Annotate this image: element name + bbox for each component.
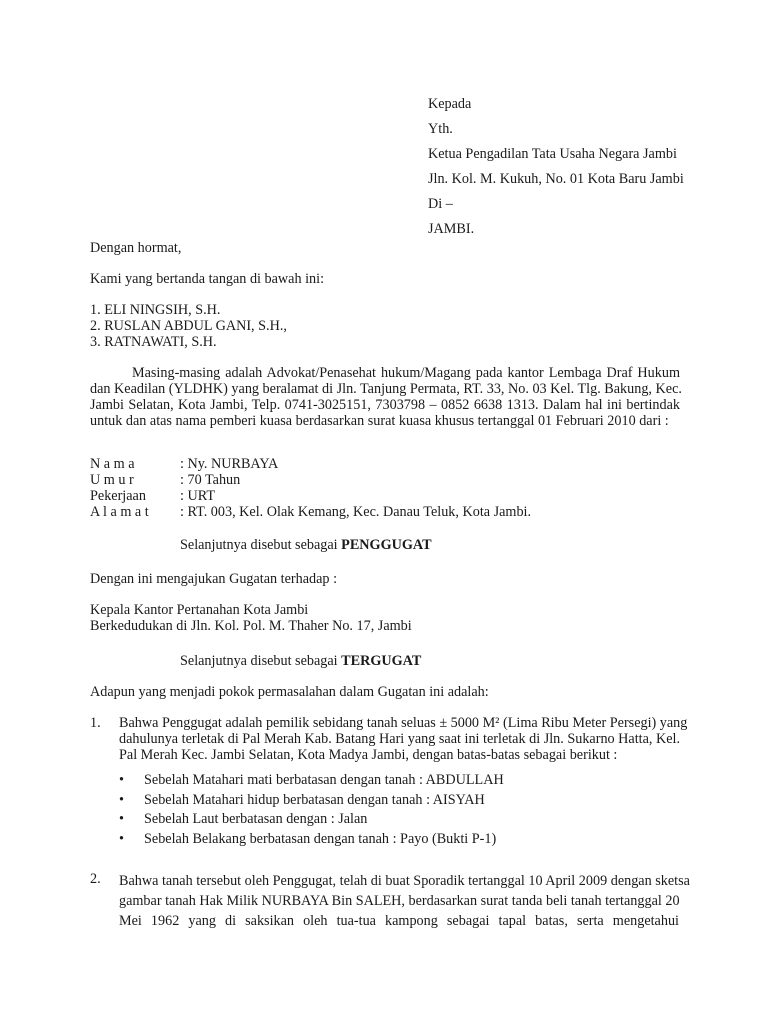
signatory: 2. RUSLAN ABDUL GANI, S.H., (90, 318, 287, 334)
paragraph-line: Masing-masing adalah Advokat/Penasehat hukum/Magang pada kantor Lembaga Draf Hukum (132, 365, 680, 381)
point-line: gambar tanah Hak Milik NURBAYA Bin SALEH, berdasarkan surat tanda beli tanah tertanggal 20 (119, 893, 680, 909)
bullet-icon: • (119, 772, 124, 788)
point-number: 1. (90, 715, 101, 731)
field-value-address: : RT. 003, Kel. Olak Kemang, Kec. Danau Teluk, Kota Jambi. (180, 504, 532, 520)
designation-defendant: TERGUGAT (341, 653, 422, 669)
field-label-address: A l a m a t (90, 504, 149, 520)
recipient-line: Jln. Kol. M. Kukuh, No. 01 Kota Baru Jambi (428, 171, 684, 187)
bullet-item: Sebelah Matahari mati berbatasan dengan tanah : ABDULLAH (144, 772, 504, 788)
recipient-line: Ketua Pengadilan Tata Usaha Negara Jambi (428, 146, 677, 162)
field-value-name: : Ny. NURBAYA (180, 456, 279, 472)
field-label-occupation: Pekerjaan (90, 488, 146, 504)
signatory: 3. RATNAWATI, S.H. (90, 334, 217, 350)
point-line: Bahwa tanah tersebut oleh Penggugat, telah di buat Sporadik tertanggal 10 April 2009 dengan sketsa (119, 873, 690, 889)
designation-prefix: Selanjutnya disebut sebagai (180, 653, 342, 669)
intro-text: Kami yang bertanda tangan di bawah ini: (90, 271, 325, 287)
defendant-address: Berkedudukan di Jln. Kol. Pol. M. Thaher No. 17, Jambi (90, 618, 412, 634)
bullet-item: Sebelah Laut berbatasan dengan : Jalan (144, 811, 368, 827)
recipient-line: Yth. (428, 121, 453, 137)
point-number: 2. (90, 871, 101, 887)
recipient-line: Kepada (428, 96, 472, 112)
recipient-line: Di – (428, 196, 453, 212)
bullet-icon: • (119, 811, 124, 827)
paragraph-line: Jambi Selatan, Kota Jambi, Telp. 0741-3025151, 7303798 – 0852 6638 1313. Dalam hal ini bertindak (90, 397, 680, 413)
recipient-block (428, 92, 684, 242)
designation-plaintiff: PENGGUGAT (341, 537, 432, 553)
point-line: Pal Merah Kec. Jambi Selatan, Kota Madya Jambi, dengan batas-batas sebagai berikut : (119, 747, 618, 763)
plaintiff-designation (180, 537, 432, 553)
point-1-text (119, 715, 688, 763)
point-2-text (119, 871, 690, 931)
bullet-item: Sebelah Belakang berbatasan dengan tanah : Payo (Bukti P-1) (144, 831, 497, 847)
bullet-icon: • (119, 831, 124, 847)
defendant-designation (180, 653, 421, 669)
recipient-line: JAMBI. (428, 221, 475, 237)
bullet-icon: • (119, 792, 124, 808)
greeting: Dengan hormat, (90, 240, 182, 256)
point-line: Bahwa Penggugat adalah pemilik sebidang tanah seluas ± 5000 M² (Lima Ribu Meter Persegi) yang (119, 715, 688, 731)
plaintiff-labels (90, 456, 149, 520)
issue-intro: Adapun yang menjadi pokok permasalahan dalam Gugatan ini adalah: (90, 684, 489, 700)
against-text: Dengan ini mengajukan Gugatan terhadap : (90, 571, 338, 587)
signatory-list (90, 302, 287, 350)
point-line: dahulunya terletak di Pal Merah Kab. Batang Hari yang saat ini terletak di Jln. Sukarno Hatta, Kel. (119, 731, 681, 747)
point-line: Mei 1962 yang di saksikan oleh tua-tua kampong sebagai tapal batas, serta mengetahui (119, 913, 679, 929)
paragraph-line: dan Keadilan (YLDHK) yang beralamat di Jln. Tanjung Permata, RT. 33, No. 03 Kel. Tlg. Bakung, Kec. (90, 381, 682, 397)
signatory: 1. ELI NINGSIH, S.H. (90, 302, 221, 318)
defendant-block (90, 602, 412, 634)
designation-prefix: Selanjutnya disebut sebagai (180, 537, 342, 553)
body-paragraph (90, 365, 680, 429)
field-value-occupation: : URT (180, 488, 216, 504)
plaintiff-values (180, 456, 531, 520)
defendant-name: Kepala Kantor Pertanahan Kota Jambi (90, 602, 309, 618)
field-label-age: U m u r (90, 472, 134, 488)
field-value-age: : 70 Tahun (180, 472, 241, 488)
bullet-item: Sebelah Matahari hidup berbatasan dengan tanah : AISYAH (144, 792, 485, 808)
field-label-name: N a m a (90, 456, 135, 472)
paragraph-line: untuk dan atas nama pemberi kuasa berdasarkan surat kuasa khusus tertanggal 01 Februari 2010 dari : (90, 413, 669, 429)
